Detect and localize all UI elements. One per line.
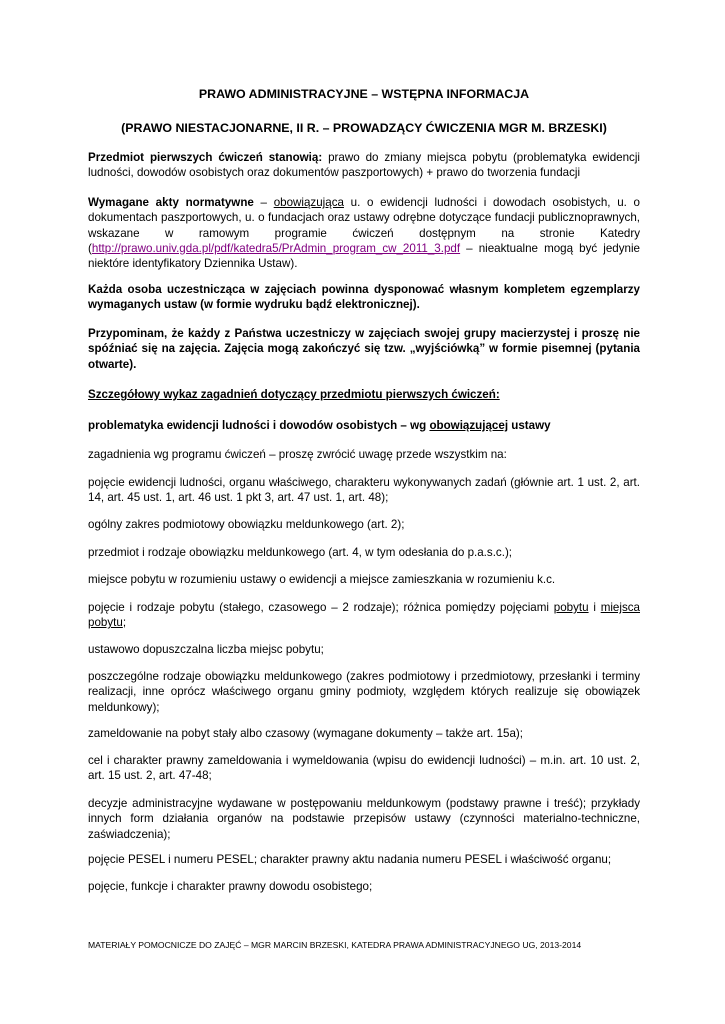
subject-label: Przedmiot pierwszych ćwiczeń stanowią: xyxy=(88,151,323,164)
list-item: przedmiot i rodzaje obowiązku meldunkowego (art. 4, w tym odesłania do p.a.s.c.); xyxy=(88,546,513,559)
list-item: cel i charakter prawny zameldowania i wymeldowania (wpisu do ewidencji ludności) – m.in. art. 10 ust. 2, art. 15 ust. 2, art. 47-48; xyxy=(88,754,640,783)
list-item: pojęcie i rodzaje pobytu (stałego, czasowego – 2 rodzaje); różnica pomiędzy pojęciami pobytu i miejsca pobytu; xyxy=(88,601,640,630)
list-item: miejsce pobytu w rozumieniu ustawy o ewidencji a miejsce zamieszkania w rozumieniu k.c. xyxy=(88,573,556,586)
page-footer: MATERIAŁY POMOCNICZE DO ZAJĘĆ – MGR MARCIN BRZESKI, KATEDRA PRAWA ADMINISTRACYJNEGO UG, 2013-2014 xyxy=(88,940,582,950)
subject-text: prawo do zmiany miejsca pobytu (problematyka ewidencji ludności, dowodów osobistych oraz dokumentów paszportowych) + prawo do tworzenia fundacji xyxy=(88,151,641,180)
document-title: PRAWO ADMINISTRACYJNE – WSTĘPNA INFORMACJA xyxy=(198,87,530,101)
list-item: zameldowanie na pobyt stały albo czasowy (wymagane dokumenty – także art. 15a); xyxy=(88,727,523,740)
topic-heading: problematyka ewidencji ludności i dowodów osobistych – wg obowiązującej ustawy xyxy=(88,419,551,432)
list-item: decyzje administracyjne wydawane w postępowaniu meldunkowym (podstawy prawne i treść); przykłady innych form działania organów na podstawie przepisów ustawy (czynności materialno-techniczne, zaświadczenia); xyxy=(88,797,640,841)
paragraph-subject xyxy=(88,150,640,181)
list-item: zagadnienia wg programu ćwiczeń – proszę zwrócić uwagę przede wszystkim na: xyxy=(88,448,507,461)
section-heading: Szczegółowy wykaz zagadnień dotyczący przedmiotu pierwszych ćwiczeń: xyxy=(88,388,500,401)
underlined-current: obowiązująca xyxy=(273,196,344,209)
list-item: pojęcie ewidencji ludności, organu właściwego, charakteru wykonywanych zadań (głównie art. 1 ust. 2, art. 14, art. 45 ust. 1, art. 46 ust. 1 pkt 3, art. 47 ust. 1, art. 48); xyxy=(88,476,640,505)
paragraph-own-copies: Każda osoba uczestnicząca w zajęciach powinna dysponować własnym kompletem egzemplarzy wymaganych ustaw (w formie wydruku bądź elektronicznej). xyxy=(88,283,640,312)
document-subtitle: (PRAWO NIESTACJONARNE, II R. – PROWADZĄCY ĆWICZENIA MGR M. BRZESKI) xyxy=(121,121,607,135)
list-item: pojęcie PESEL i numeru PESEL; charakter prawny aktu nadania numeru PESEL i właściwość organu; xyxy=(88,853,612,866)
list-item: poszczególne rodzaje obowiązku meldunkowego (zakres podmiotowy i przedmiotowy, przesłanki i terminy realizacji, inne oprócz właściwego organu gminy podmioty, względem których realizuje się obowiązek meldunkowy); xyxy=(88,670,640,714)
program-pdf-link[interactable]: http://prawo.univ.gda.pl/pdf/katedra5/PrAdmin_program_cw_2011_3.pdf xyxy=(91,241,461,255)
list-item: pojęcie, funkcje i charakter prawny dowodu osobistego; xyxy=(88,880,373,893)
required-acts-label: Wymagane akty normatywne xyxy=(88,196,254,209)
list-item: ogólny zakres podmiotowy obowiązku meldunkowego (art. 2); xyxy=(88,518,405,531)
paragraph-required-acts: Wymagane akty normatywne – obowiązująca u. o ewidencji ludności i dowodach osobistych, u. o dokumentach paszportowych, u. o fundacjach oraz ustawy odrębne dotyczące fundacji publicznoprawnych, wskazane w ramowym programie ćwiczeń dostępnym na stronie Katedry (http://prawo.univ.gda.pl/pdf/katedra5/PrAdmin_program_cw_2011_3.pdf – nieaktualne mogą być jedynie niektóre identyfikatory Dziennika Ustaw). xyxy=(88,196,640,271)
paragraph-reminder: Przypominam, że każdy z Państwa uczestniczy w zajęciach swojej grupy macierzystej i proszę nie spóźniać się na zajęcia. Zajęcia mogą zakończyć się tzw. „wyjściówką” w formie pisemnej (pytania otwarte). xyxy=(88,327,640,371)
list-item: ustawowo dopuszczalna liczba miejsc pobytu; xyxy=(88,643,324,656)
